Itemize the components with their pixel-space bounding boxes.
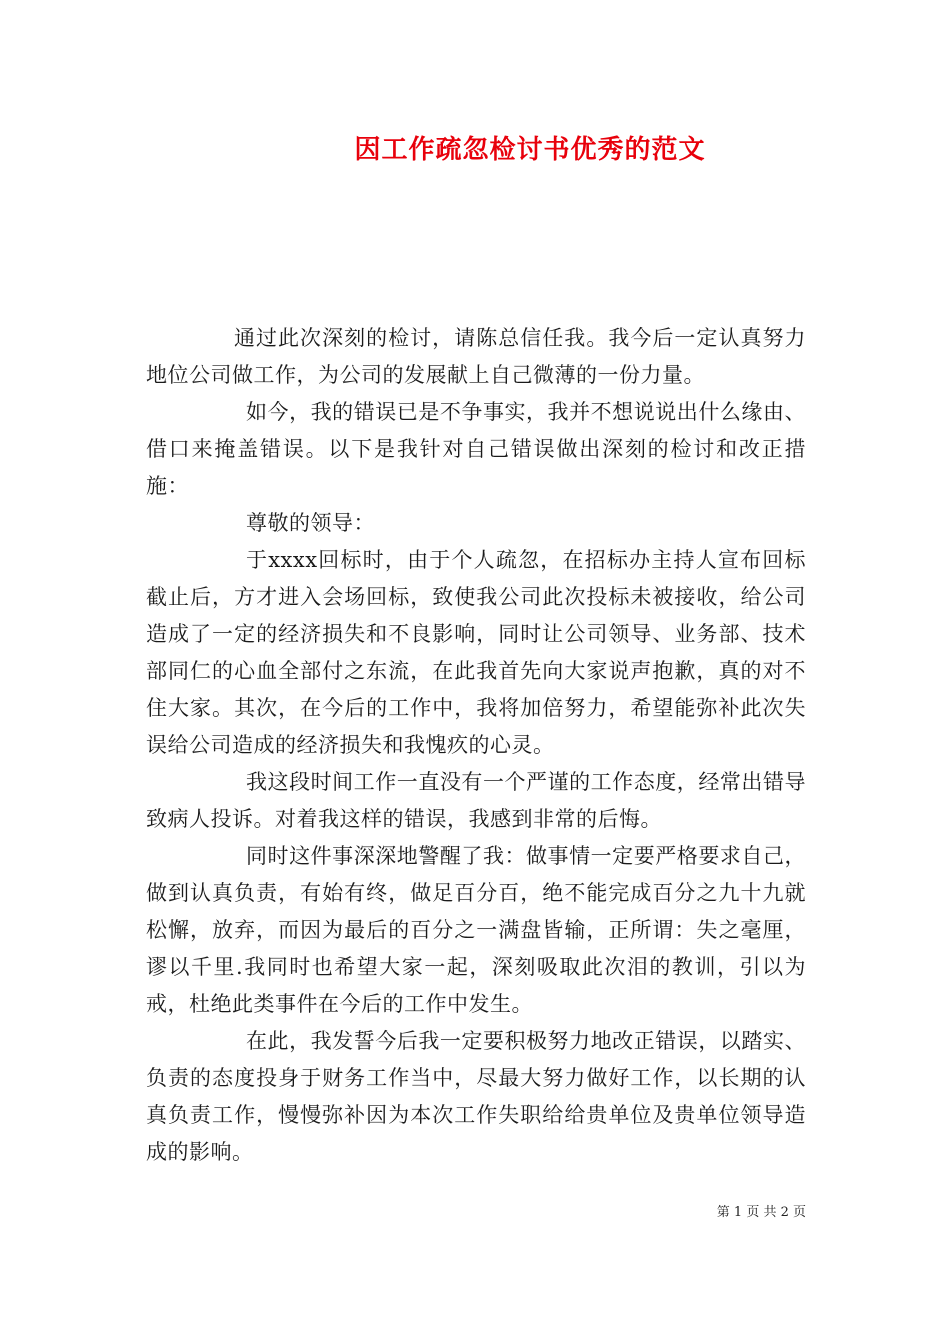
page-number: 第 1 页 共 2 页 [716, 1205, 806, 1220]
paragraph-6: 在此，我发誓今后我一定要积极努力地改正错误，以踏实、负责的态度投身于财务工作当中，尽最大努力做好工作，以长期的认真负责工作，慢慢弥补因为本次工作失职给给贵单位及贵单位领导造成的影响。 [146, 1029, 806, 1164]
paragraph-4: 我这段时间工作一直没有一个严谨的工作态度，经常出错导致病人投诉。对着我这样的错误，我感到非常的后悔。 [146, 770, 806, 831]
paragraph-1: 通过此次深刻的检讨，请陈总信任我。我今后一定认真努力地位公司做工作，为公司的发展献上自己微薄的一份力量。 [146, 326, 806, 387]
document-body [146, 320, 806, 1171]
paragraph-2: 如今，我的错误已是不争事实，我并不想说说出什么缘由、借口来掩盖错误。以下是我针对自己错误做出深刻的检讨和改正措施： [146, 400, 806, 498]
salutation: 尊敬的领导： [246, 511, 375, 535]
paragraph-5: 同时这件事深深地警醒了我：做事情一定要严格要求自己，做到认真负责，有始有终，做足百分百，绝不能完成百分之九十九就松懈，放弃，而因为最后的百分之一满盘皆输，正所谓：失之毫厘，谬以千里.我同时也希望大家一起，深刻吸取此次泪的教训，引以为戒，杜绝此类事件在今后的工作中发生。 [146, 844, 806, 1016]
paragraph-3: 于xxxx回标时，由于个人疏忽，在招标办主持人宣布回标截止后，方才进入会场回标，致使我公司此次投标未被接收，给公司造成了一定的经济损失和不良影响，同时让公司领导、业务部、技术部同仁的心血全部付之东流，在此我首先向大家说声抱歉，真的对不住大家。其次，在今后的工作中，我将加倍努力，希望能弥补此次失误给公司造成的经济损失和我愧疚的心灵。 [146, 548, 806, 757]
document-title: 因工作疏忽检讨书优秀的范文 [354, 135, 706, 165]
